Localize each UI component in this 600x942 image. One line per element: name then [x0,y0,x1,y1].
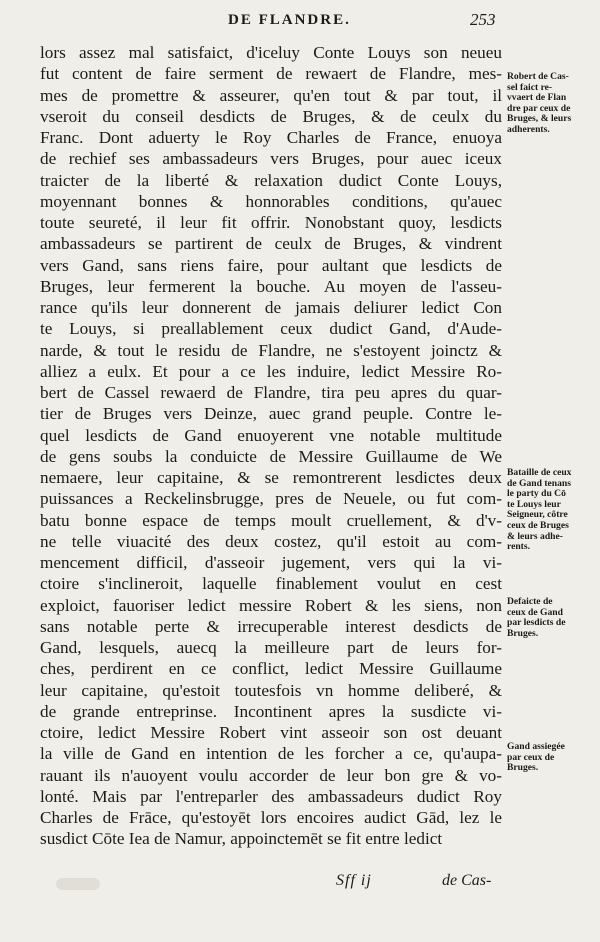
text-line: leur capitaine, qu'estoit toutesfois vn homme deliberé, & [40,680,502,700]
margin-note [507,742,597,774]
running-title: DE FLANDRE. [228,12,351,28]
text-line: de gens soubs la conduicte de Messire Guillaume de We [40,446,502,466]
text-line: te Louys, si preallablement ceux dudict Gand, d'Aude- [40,319,502,339]
margin-note-line: Bruges, & leurs [507,114,572,125]
text-line: de grande entreprinse. Incontinent apres la susdicte vi- [40,701,502,721]
text-line: ne telle viuacité des deux costez, qu'il estoit au com- [40,531,502,551]
text-line: de rechief ses ambassadeurs vers Bruges, pour auec iceux [40,149,502,169]
text-line: susdict Cōte Iea de Namur, appoinctemēt se fit entre ledict [40,829,443,849]
text-line: vseroit du conseil desdicts de Bruges, & de ceulx du [40,106,502,126]
text-line: ambassadeurs se partirent de ceulx de Bruges, & vindrent [40,234,502,254]
margin-note-line: Bataille de ceux [507,468,572,478]
margin-note-line: & leurs adhe- [507,531,563,542]
body-text [40,42,502,850]
text-line: bert de Cassel rewaerd de Flandre, tira peu apres du quar- [40,383,502,402]
text-line: Charles de Frāce, qu'estoyēt lors encoires audict Gād, lez le [40,808,502,827]
ink-smudge [56,878,100,890]
text-line: lors assez mal satisfaict, d'iceluy Conte Louys son neueu [40,43,502,62]
text-line: puissances a Reckelinsbrugge, pres de Neuele, ou fut com- [40,489,502,509]
page-footer [0,872,600,896]
text-line: la ville de Gand en intention de les forcher a ce, qu'aupa- [40,744,502,764]
margin-note-line: Seigneur, côtre [507,510,568,521]
text-line: vers Gand, sans riens faire, pour aultant que lesdicts de [40,255,502,275]
margin-note-line: par ceux de [507,752,555,763]
text-line: quel lesdicts de Gand enuoyerent vne notable multitude [40,425,502,445]
text-line: narde, & tout le residu de Flandre, ne s'estoyent joinctz & [40,340,502,360]
text-line: exploict, fauoriser ledict messire Robert & les siens, non [40,595,502,615]
margin-note-line: vvaert de Flan [507,93,567,104]
text-line: batu bonne espace de temps moult cruellement, & d'v- [40,510,502,530]
text-line: lonté. Mais par l'entreparler des ambassadeurs dudict Roy [40,786,502,806]
text-line: tier de Bruges vers Deinze, auec grand peuple. Contre le- [40,404,502,424]
margin-note-line: de Gand tenans [507,478,571,489]
margin-note-line: Bruges. [507,628,539,639]
margin-note [507,597,597,639]
text-line: alliez a eulx. Et pour a ce les induire, ledict Messire Ro- [40,361,502,381]
text-line: Bruges, leur fermerent la bouche. Au moyen de l'asseu- [40,276,502,296]
margin-note-line: Bruges. [507,763,539,774]
margin-note-line: par lesdicts de [507,618,566,629]
signature-mark: Sff ij [336,872,372,889]
margin-note-line: te Louys leur [507,499,561,510]
margin-note-line: Robert de Cas- [507,72,569,82]
text-line: ctoire s'inclineroit, laquelle finablement voulut en cest [40,574,502,594]
text-line: ches, perdirent en ce conflict, ledict Messire Guillaume [40,659,502,679]
text-line: Gand, lesquels, auecq la meilleure part de leurs for- [40,638,502,657]
text-line: fut content de faire serment de rewaert de Flandre, mes- [40,64,502,84]
text-line: nemaere, leur capitaine, & se remontrerent lesdictes deux [40,468,502,487]
margin-note [507,468,597,553]
text-line: toute seureté, il leur fit offrir. Nonobstant quoy, lesdicts [40,213,502,232]
text-line: sans notable perte & irrecuperable interest desdicts de [40,616,502,636]
text-line: rauant ils n'auoyent voulu accorder de leur bon gre & vo- [40,765,502,785]
margin-note-line: sel faict re- [507,82,553,93]
margin-note-line: dre par ceux de [507,103,571,114]
margin-note-line: ceux de Gand [507,607,563,618]
margin-note-line: Defaicte de [507,597,553,607]
catchword: de Cas- [442,872,492,889]
margin-note-line: Gand assiegée [507,742,565,752]
text-line: ctoire, ledict Messire Robert vint asseoir son ost deuant [40,723,502,742]
margin-note-line: le party du Cō [507,489,566,500]
text-line: mencement difficil, d'asseoir jugement, vers qui la vi- [40,553,502,572]
margin-note-line: rents. [507,542,531,553]
margin-note-line: ceux de Bruges [507,520,569,531]
text-line: mes de promettre & asseurer, qu'en tout & par tout, il [40,85,502,105]
margin-note-line: adherents. [507,124,550,135]
page-number: 253 [470,10,496,29]
text-line: Franc. Dont aduerty le Roy Charles de France, enuoya [40,128,502,147]
text-line: traicter de la liberté & relaxation dudict Conte Louys, [40,170,502,190]
margin-note [507,72,597,136]
text-line: rance qu'ils leur donnerent de jamais deliurer ledict Con [40,298,502,317]
text-line: moyennant bonnes & honnorables conditions, qu'auec [40,191,502,211]
running-header [0,10,600,38]
